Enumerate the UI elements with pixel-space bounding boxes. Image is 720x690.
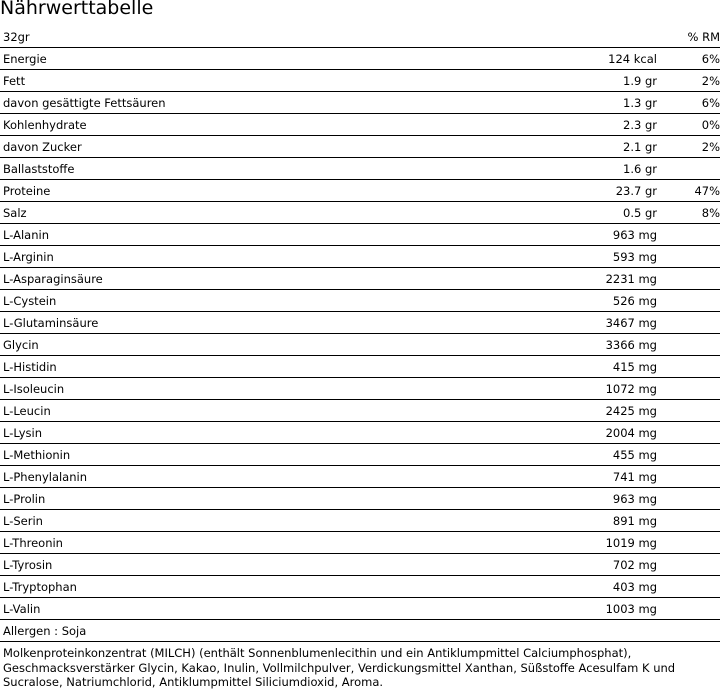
nutrient-rm xyxy=(660,378,720,400)
nutrient-value: 593 mg xyxy=(480,246,660,268)
nutrient-name: Kohlenhydrate xyxy=(0,114,480,136)
table-row xyxy=(0,246,720,268)
ingredients-text: Molkenproteinkonzentrat (MILCH) (enthält Sonnenblumenlecithin und ein Antiklumpmittel Calciumphosphat), Geschmacksverstärker Glycin, Kakao, Inulin, Vollmilchpulver, Verdickungsmittel Xanthan, Süßstoffe Acesulfam K und Sucralose, Natriumchlorid, Antiklumpmittel Siliciumdioxid, Aroma. xyxy=(3,646,676,689)
table-row xyxy=(0,114,720,136)
table-row xyxy=(0,378,720,400)
nutrient-rm xyxy=(660,444,720,466)
table-row xyxy=(0,158,720,180)
nutrient-value: 124 kcal xyxy=(480,48,660,70)
nutrient-rm xyxy=(660,466,720,488)
nutrient-name: L-Histidin xyxy=(0,356,480,378)
nutrient-value: 1.6 gr xyxy=(480,158,660,180)
table-row xyxy=(0,422,720,444)
nutrition-table-body xyxy=(0,26,720,620)
table-row xyxy=(0,598,720,620)
nutrient-rm: 8% xyxy=(660,202,720,224)
nutrient-value: 963 mg xyxy=(480,488,660,510)
nutrient-rm xyxy=(660,312,720,334)
nutrient-value: 963 mg xyxy=(480,224,660,246)
table-row xyxy=(0,92,720,114)
nutrient-name: L-Lysin xyxy=(0,422,480,444)
nutrient-name: davon gesättigte Fettsäuren xyxy=(0,92,480,114)
nutrient-name: L-Tyrosin xyxy=(0,554,480,576)
nutrient-value: 2.3 gr xyxy=(480,114,660,136)
nutrient-rm xyxy=(660,598,720,620)
nutrient-name: Proteine xyxy=(0,180,480,202)
nutrient-rm xyxy=(660,158,720,180)
nutrient-value: 1.9 gr xyxy=(480,70,660,92)
nutrient-value: 2.1 gr xyxy=(480,136,660,158)
nutrient-value: 455 mg xyxy=(480,444,660,466)
nutrient-name: L-Alanin xyxy=(0,224,480,246)
table-row xyxy=(0,334,720,356)
nutrient-name: L-Leucin xyxy=(0,400,480,422)
nutrient-name: L-Arginin xyxy=(0,246,480,268)
nutrient-name: L-Phenylalanin xyxy=(0,466,480,488)
nutrient-name: Ballaststoffe xyxy=(0,158,480,180)
nutrient-name: L-Valin xyxy=(0,598,480,620)
nutrient-value: 1072 mg xyxy=(480,378,660,400)
nutrient-rm: 47% xyxy=(660,180,720,202)
table-row xyxy=(0,356,720,378)
nutrient-value: 0.5 gr xyxy=(480,202,660,224)
nutrient-name: L-Asparaginsäure xyxy=(0,268,480,290)
table-row xyxy=(0,224,720,246)
nutrient-value: 2231 mg xyxy=(480,268,660,290)
table-row xyxy=(0,488,720,510)
nutrient-name: L-Threonin xyxy=(0,532,480,554)
nutrient-name: L-Serin xyxy=(0,510,480,532)
page-title: Nährwerttabelle xyxy=(0,0,154,19)
table-row xyxy=(0,290,720,312)
nutrient-name: L-Cystein xyxy=(0,290,480,312)
header-row xyxy=(0,26,720,48)
nutrient-name: Fett xyxy=(0,70,480,92)
table-row xyxy=(0,180,720,202)
table-row xyxy=(0,312,720,334)
nutrient-rm: 6% xyxy=(660,48,720,70)
nutrient-rm xyxy=(660,290,720,312)
nutrient-rm xyxy=(660,224,720,246)
nutrient-rm xyxy=(660,576,720,598)
nutrient-name: L-Prolin xyxy=(0,488,480,510)
allergen-row xyxy=(0,620,720,642)
table-row xyxy=(0,70,720,92)
table-row xyxy=(0,554,720,576)
nutrient-rm: 2% xyxy=(660,136,720,158)
nutrient-value: 3366 mg xyxy=(480,334,660,356)
nutrient-value: 2425 mg xyxy=(480,400,660,422)
serving-size: 32gr xyxy=(0,26,480,48)
table-row xyxy=(0,444,720,466)
nutrient-rm xyxy=(660,356,720,378)
nutrient-value: 1.3 gr xyxy=(480,92,660,114)
nutrient-rm xyxy=(660,334,720,356)
table-row xyxy=(0,202,720,224)
nutrient-rm: 6% xyxy=(660,92,720,114)
nutrient-rm xyxy=(660,268,720,290)
nutrient-name: Energie xyxy=(0,48,480,70)
allergen-section xyxy=(0,620,720,642)
nutrient-value: 526 mg xyxy=(480,290,660,312)
nutrient-name: L-Methionin xyxy=(0,444,480,466)
nutrient-value: 1003 mg xyxy=(480,598,660,620)
nutrient-rm xyxy=(660,554,720,576)
table-row xyxy=(0,136,720,158)
nutrient-name: Salz xyxy=(0,202,480,224)
nutrient-name: L-Glutaminsäure xyxy=(0,312,480,334)
nutrient-rm xyxy=(660,246,720,268)
nutrient-value: 1019 mg xyxy=(480,532,660,554)
nutrient-rm xyxy=(660,422,720,444)
table-row xyxy=(0,466,720,488)
nutrient-rm xyxy=(660,488,720,510)
table-row xyxy=(0,532,720,554)
nutrient-value: 23.7 gr xyxy=(480,180,660,202)
nutrient-name: L-Isoleucin xyxy=(0,378,480,400)
rm-header: % RM xyxy=(660,26,720,48)
nutrient-name: L-Tryptophan xyxy=(0,576,480,598)
nutrition-table xyxy=(0,26,720,642)
nutrient-value: 2004 mg xyxy=(480,422,660,444)
nutrient-value: 403 mg xyxy=(480,576,660,598)
nutrient-rm: 2% xyxy=(660,70,720,92)
nutrient-rm xyxy=(660,532,720,554)
nutrient-name: davon Zucker xyxy=(0,136,480,158)
nutrient-rm xyxy=(660,400,720,422)
table-row xyxy=(0,400,720,422)
header-value-spacer xyxy=(480,26,660,48)
nutrient-value: 415 mg xyxy=(480,356,660,378)
table-row xyxy=(0,268,720,290)
allergen-text: Allergen : Soja xyxy=(0,620,720,642)
table-row xyxy=(0,48,720,70)
table-row xyxy=(0,510,720,532)
nutrient-value: 702 mg xyxy=(480,554,660,576)
table-row xyxy=(0,576,720,598)
nutrient-value: 891 mg xyxy=(480,510,660,532)
nutrient-rm xyxy=(660,510,720,532)
nutrient-rm: 0% xyxy=(660,114,720,136)
nutrient-value: 3467 mg xyxy=(480,312,660,334)
nutrient-value: 741 mg xyxy=(480,466,660,488)
nutrient-name: Glycin xyxy=(0,334,480,356)
